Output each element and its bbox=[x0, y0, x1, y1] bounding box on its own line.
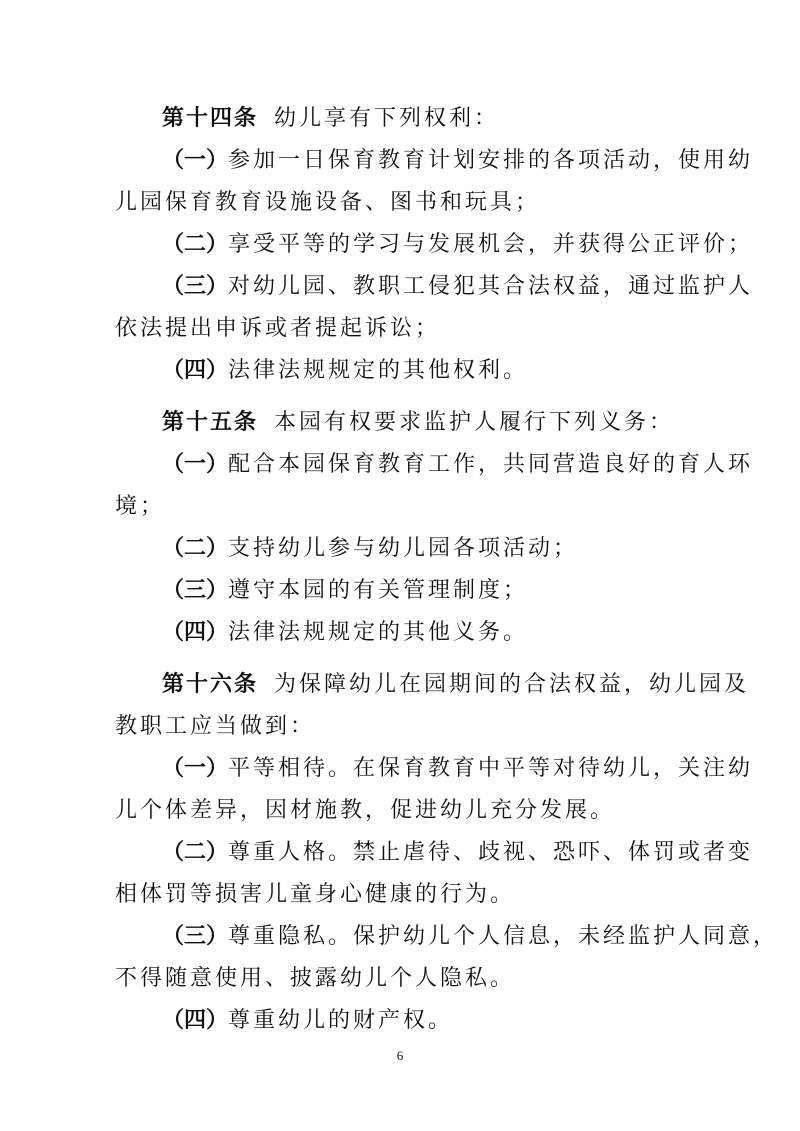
item-text: 遵守本园的有关管理制度； bbox=[228, 578, 529, 603]
item-number: （三） bbox=[162, 578, 229, 603]
item-number: （二） bbox=[162, 536, 229, 561]
item-number: （四） bbox=[162, 620, 229, 645]
list-item bbox=[162, 576, 528, 606]
item-number: （一） bbox=[162, 148, 229, 173]
item-text: 尊重人格。禁止虐待、歧视、恐吓、体罚或者变 bbox=[228, 840, 754, 865]
list-item bbox=[162, 534, 578, 564]
item-text: 法律法规规定的其他权利。 bbox=[228, 358, 529, 383]
item-number: （二） bbox=[162, 840, 229, 865]
list-item bbox=[162, 922, 778, 952]
list-item bbox=[162, 838, 753, 868]
item-number: （一） bbox=[162, 756, 229, 781]
article-intro: 为保障幼儿在园期间的合法权益，幼儿园及 bbox=[274, 672, 750, 697]
article-14-heading bbox=[162, 104, 499, 134]
list-item bbox=[162, 450, 753, 480]
list-item bbox=[162, 230, 753, 260]
list-item bbox=[162, 1006, 453, 1036]
item-continuation: 依法提出申诉或者提起诉讼； bbox=[115, 316, 441, 341]
article-intro-continuation: 教职工应当做到： bbox=[115, 714, 316, 739]
item-text: 法律法规规定的其他义务。 bbox=[228, 620, 529, 645]
list-item bbox=[162, 754, 753, 784]
item-continuation: 相体罚等损害儿童身心健康的行为。 bbox=[115, 882, 516, 907]
item-text: 配合本园保育教育工作，共同营造良好的育人环 bbox=[228, 452, 754, 477]
item-text: 参加一日保育教育计划安排的各项活动，使用幼 bbox=[228, 148, 754, 173]
article-label: 第十四条 bbox=[162, 106, 259, 131]
list-item bbox=[162, 146, 753, 176]
article-16-heading bbox=[162, 670, 749, 700]
list-item bbox=[162, 618, 528, 648]
article-label: 第十五条 bbox=[162, 410, 259, 435]
list-item bbox=[162, 356, 528, 386]
item-number: （三） bbox=[162, 274, 229, 299]
article-intro: 幼儿享有下列权利： bbox=[274, 106, 500, 131]
item-number: （四） bbox=[162, 358, 229, 383]
page-number: 6 bbox=[396, 1048, 404, 1063]
item-text: 尊重隐私。保护幼儿个人信息，未经监护人同意， bbox=[228, 924, 779, 949]
item-number: （一） bbox=[162, 452, 229, 477]
item-text: 对幼儿园、教职工侵犯其合法权益，通过监护人 bbox=[228, 274, 754, 299]
item-continuation: 不得随意使用、披露幼儿个人隐私。 bbox=[115, 966, 516, 991]
article-label: 第十六条 bbox=[162, 672, 259, 697]
item-continuation: 境； bbox=[115, 494, 166, 519]
item-number: （四） bbox=[162, 1008, 229, 1033]
item-text: 平等相待。在保育教育中平等对待幼儿，关注幼 bbox=[228, 756, 754, 781]
item-continuation: 儿园保育教育设施设备、图书和玩具； bbox=[115, 190, 541, 215]
item-text: 尊重幼儿的财产权。 bbox=[228, 1008, 454, 1033]
item-number: （三） bbox=[162, 924, 229, 949]
list-item bbox=[162, 272, 753, 302]
item-text: 享受平等的学习与发展机会，并获得公正评价； bbox=[228, 232, 754, 257]
article-15-heading bbox=[162, 408, 674, 438]
item-continuation: 儿个体差异，因材施教，促进幼儿充分发展。 bbox=[115, 798, 616, 823]
item-text: 支持幼儿参与幼儿园各项活动； bbox=[228, 536, 579, 561]
article-intro: 本园有权要求监护人履行下列义务： bbox=[274, 410, 675, 435]
item-number: （二） bbox=[162, 232, 229, 257]
